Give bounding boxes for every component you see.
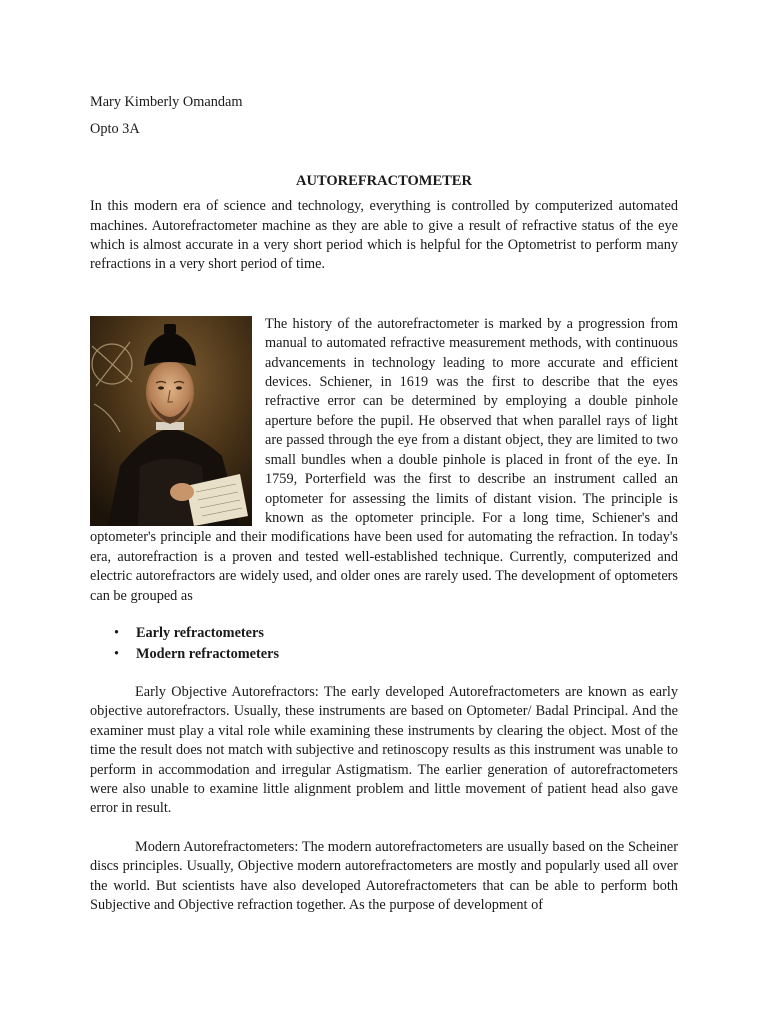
document-title: AUTOREFRACTOMETER: [296, 172, 472, 189]
course-code: Opto 3A: [90, 121, 140, 138]
list-item: • Early refractometers: [136, 623, 678, 644]
author-name: Mary Kimberly Omandam: [90, 94, 243, 110]
bullet-icon: •: [114, 624, 120, 641]
intro-paragraph: In this modern era of science and technology, everything is controlled by computerized automated machines. Autorefractometer machine as they are able to give a result of refractive status of the eye which is almost accurate in a very short period which is helpful for the Optometrist to perform many refractions in a very short period of time.: [90, 198, 678, 273]
scheiner-portrait-image: [90, 316, 252, 526]
modern-autorefractometers-paragraph: Modern Autorefractometers: The modern autorefractometers are usually based on the Scheiner discs principles. Usually, Objective modern autorefractometers are mostly and popularly used all over the world. But scientists have also developed Autorefractometers that can be able to perform both Subjective and Objective refraction together. As the purpose of development of: [90, 838, 678, 913]
optometer-groups-list: [90, 623, 678, 665]
list-item: • Modern refractometers: [136, 644, 678, 665]
bullet-icon: •: [114, 645, 120, 662]
early-autorefractors-paragraph: Early Objective Autorefractors: The early developed Autorefractometers are known as early objective autorefractors. Usually, these instruments are based on Optometer/ Badal Principal. And the examiner must play a vital role while examining these instruments by clearing the object. Most of the time the result does not match with subjective and retinoscopy results as this instrument was unable to perform in accommodation and irregular Astigmatism. The earlier generation of autorefractometers were also unable to examine little alignment problem and little movement of patient head also gave error in result.: [90, 683, 678, 817]
document-page: [90, 93, 678, 915]
history-paragraph: The history of the autorefractometer is marked by a progression from manual to automated refractive measurement methods, with continuous advancements in technology leading to more accurate and efficient devices. Schiener, in 1619 was the first to describe that the eyes refractive error can be determined by employing a double pinhole aperture before the pupil. He observed that when parallel rays of light are passed through the eye from a distant object, they are limited to two small bundles when a double pinhole is placed in front of the eye. In 1759, Porterfield was the first to describe an instrument called an optometer for assessing the limits of distant vision. The principle is known as the optometer principle. For a long time, Schiener's and optometer's principle and their modifications have been used for automating the refraction. In today's era, autorefraction is a proven and tested well-established technique. Currently, computerized and electric autorefractors are widely used, and older ones are rarely used. The development of optometers can be grouped as: [90, 315, 678, 604]
